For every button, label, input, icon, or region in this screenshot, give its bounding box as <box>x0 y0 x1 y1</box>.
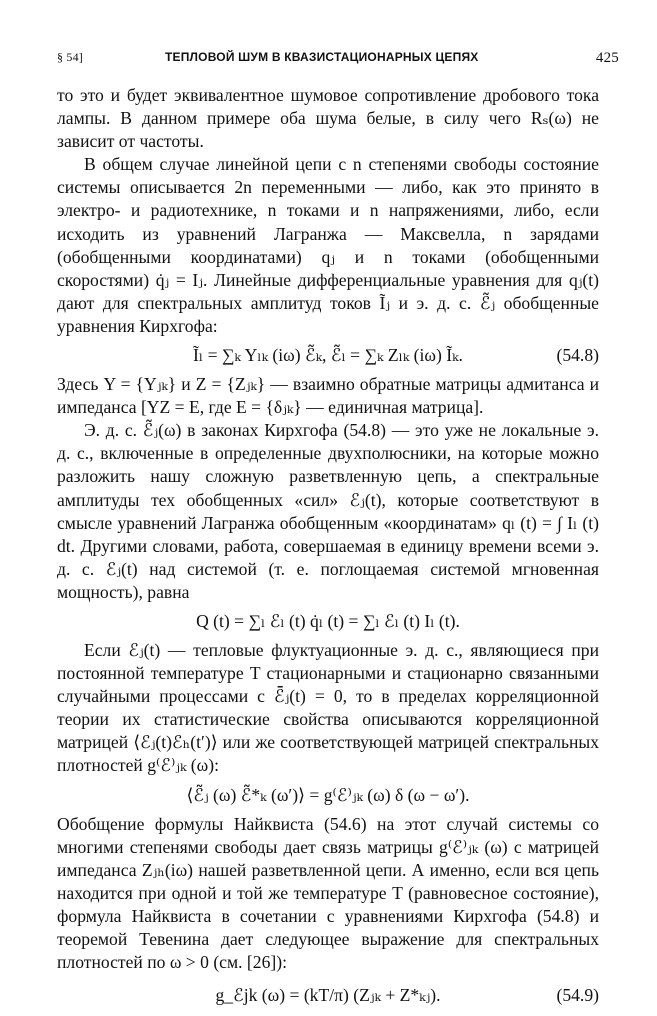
equation-kirchhoff <box>57 342 599 368</box>
equation-power-body: Q (t) = ∑ₗ ℰₗ (t) q̇ₗ (t) = ∑ₗ ℰₗ (t) Iₗ (t). <box>196 610 460 631</box>
page-header <box>57 46 619 70</box>
equation-correlation-body: ⟨ℰ̃ⱼ (ω) ℰ̃*ₖ (ω′)⟩ = g⁽ℰ⁾ⱼₖ (ω) δ (ω − ω′). <box>186 784 470 805</box>
equation-number-54-9: (54.9) <box>556 985 599 1006</box>
paragraph-2: В общем случае линейной цепи с n степенями свободы состояние системы описывается 2n переменными — либо, как это принято в электро- и радиотехнике, n токами и n напряжениями, либо, если исходить из уравнений Лагранжа — Максвелла, n зарядами (обобщенными координатами) qⱼ и n токами (обобщенными скоростями) q̇ⱼ = Iⱼ. Линейные дифференциальные уравнения для qⱼ(t) дают для спектральных амплитуд токов Ĩⱼ и э. д. с. ℰ̃ⱼ обобщенные уравнения Кирхгофа: <box>57 154 599 336</box>
equation-power <box>57 608 599 634</box>
equation-number-54-8: (54.8) <box>556 345 599 366</box>
page-number: 425 <box>595 50 619 66</box>
section-marker: § 54] <box>57 50 83 64</box>
equation-correlation <box>57 782 599 808</box>
paragraph-5: Если ℰⱼ(t) — тепловые флуктуационные э. д. с., являющиеся при постоянной температуре T стационарными и стационарно связанными случайными процессами с ℰ̄ⱼ(t) = 0, то в пределах корреляционной теории их статистические свойства описываются корреляционной матрицей ⟨ℰⱼ(t)ℰₕ(t′)⟩ или же соответствующей матрицей спектральных плотностей g⁽ℰ⁾ⱼₖ (ω): <box>57 639 599 776</box>
equation-nyquist <box>57 982 599 1008</box>
paragraph-4: Э. д. с. ℰ̃ⱼ(ω) в законах Кирхгофа (54.8) — это уже не локальные э. д. с., включенные в определенные двухполюсники, на которые можно разложить нашу сложную разветвленную цепь, а спектральные амплитуды тех обобщенных «сил» ℰⱼ(t), которые соответствуют в смысле уравнений Лагранжа обобщенным «координатам» qₗ (t) = ∫ Iₗ (t) dt. Другими словами, работа, совершаемая в единицу времени всеми э. д. с. ℰⱼ(t) над системой (т. е. поглощаемая системой мгновенная мощность), равна <box>57 420 599 602</box>
equation-nyquist-body: g_ℰjk (ω) = (kT/π) (Zⱼₖ + Z*ₖⱼ). <box>215 985 441 1006</box>
paragraph-6: Обобщение формулы Найквиста (54.6) на этот случай системы со многими степенями свободы дает связь матрицы g⁽ℰ⁾ⱼₖ (ω) с матрицей импеданса Zⱼₕ(iω) нашей разветвленной цепи. А именно, если вся цепь находится при одной и той же температуре T (равновесное состояние), формула Найквиста в сочетании с уравнениями Кирхгофа (54.8) и теоремой Тевенина дает следующее выражение для спектральных плотностей по ω > 0 (см. [26]): <box>57 813 599 973</box>
paragraph-1: то это и будет эквивалентное шумовое сопротивление дробового тока лампы. В данном примере оба шума белые, в силу чего Rₛ(ω) не зависит от частоты. <box>57 85 599 152</box>
paragraph-3: Здесь Y = {Yⱼₖ} и Z = {Zⱼₖ} — взаимно обратные матрицы адмитанса и импеданса [YZ = E, где E = {δⱼₖ} — единичная матрица]. <box>57 374 599 418</box>
equation-kirchhoff-body: Ĩₗ = ∑ₖ Yₗₖ (iω) ℰ̃ₖ, ℰ̃ₗ = ∑ₖ Zₗₖ (iω) Ĩₖ. <box>193 345 463 366</box>
running-title: ТЕПЛОВОЙ ШУМ В КВАЗИСТАЦИОНАРНЫХ ЦЕПЯХ <box>165 50 479 64</box>
page-body <box>57 84 599 1016</box>
